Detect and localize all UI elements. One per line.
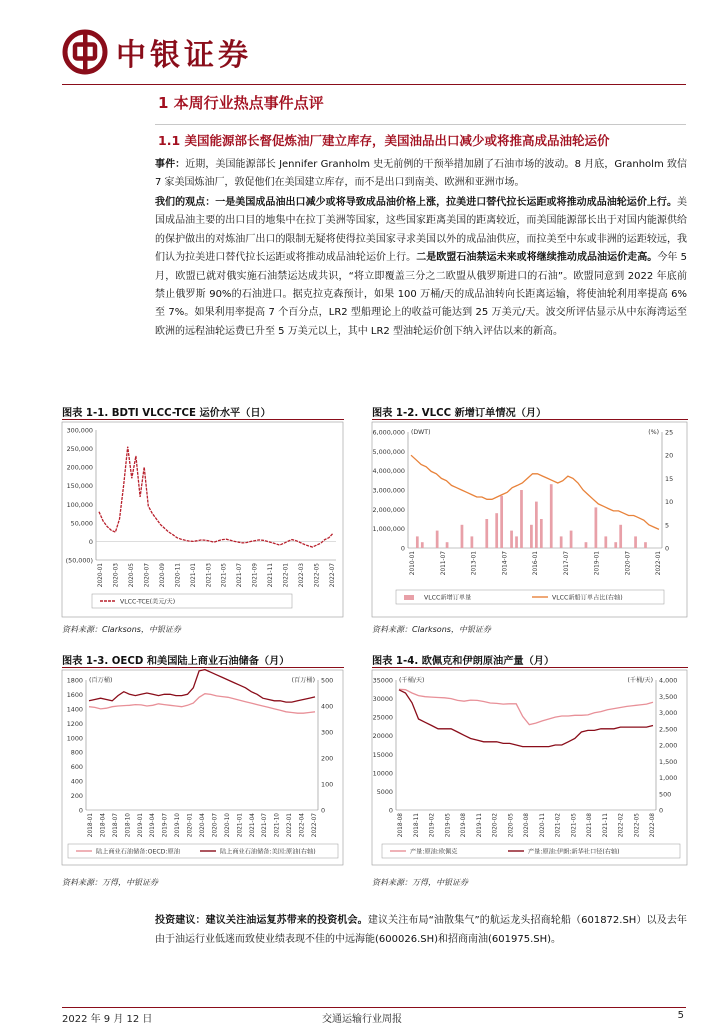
f2-xtick: 2022-01 (656, 551, 662, 576)
f3-xtick: 2021-10 (274, 813, 281, 838)
header-divider (62, 84, 686, 85)
f2-bar (530, 525, 533, 548)
footer-date: 2022 年 9 月 12 日 (62, 1014, 153, 1024)
f3-xtick: 2018-10 (125, 813, 132, 838)
f4-ytick: 25000 (372, 713, 393, 722)
view-text-1: 美国成品油主要的出口目的地集中在拉丁美洲等国家，这些国家距离美国的距离较近，而美国能源部长出于对国内能源供给的保护做出的对炼油厂出口的限制无疑将使得拉美国家寻求美国以外的成品油供应，而拉美至中东或非洲的运距较远，我们认为拉美进口替代拉长运距或将推动成品油轮运价上行。 (155, 197, 688, 264)
f3-xtick: 2018-07 (112, 813, 119, 838)
figure-1-3-title: 图表 1-3. OECD 和美国陆上商业石油储备（月） (62, 656, 290, 667)
f3-units-left: (百万桶) (89, 677, 113, 684)
f3-units-right: (百万桶) (291, 677, 315, 684)
figure-1-4-source: 资料来源：万得，中银证券 (372, 878, 468, 887)
f3-xtick: 2022-07 (312, 813, 318, 838)
f2-bar (570, 531, 573, 548)
view-label: 我们的观点： (155, 197, 216, 208)
f3-xtick: 2020-07 (212, 813, 219, 838)
f4-xtick: 2020-08 (524, 813, 530, 838)
f3-legend-label: 陆上商业石油储备:OECD:原油 (96, 848, 180, 856)
investment-point: 建议关注油运复苏带来的投资机会。 (205, 915, 368, 926)
f1-xtick: 2020-11 (175, 563, 182, 588)
f2-bar (560, 536, 563, 548)
subsection-divider (155, 124, 686, 125)
f4-xtick: 2022-05 (634, 813, 641, 838)
f4-legend-label: 产量:原油:欧佩克 (410, 848, 458, 856)
f3-xtick: 2019-07 (162, 813, 169, 838)
f3-ytick: 800 (70, 748, 83, 757)
f2-bar (471, 536, 474, 548)
f3-ytick: 1000 (66, 734, 83, 743)
f4-xtick: 2020-11 (539, 813, 546, 838)
f2-ytick-right: 0 (665, 544, 670, 553)
f4-xtick: 2018-08 (398, 813, 404, 838)
f2-bar (446, 542, 449, 548)
f2-bar (485, 519, 488, 548)
f2-xtick: 2016-01 (533, 551, 539, 576)
f1-ytick: 200,000 (66, 463, 93, 472)
f1-legend-label: VLCC-TCE(美元/天) (120, 598, 176, 606)
f2-bar (595, 507, 598, 548)
f3-series-line (89, 694, 315, 714)
f4-ytick: 20000 (372, 732, 393, 741)
f2-bar (495, 513, 498, 548)
f3-xtick: 2019-01 (137, 813, 144, 838)
f2-xtick: 2010-01 (410, 551, 416, 576)
figure-1-4-title: 图表 1-4. 欧佩克和伊朗原油产量（月） (372, 656, 555, 667)
f3-xtick: 2020-04 (200, 813, 206, 838)
f2-ytick: 0 (400, 544, 405, 553)
f2-ytick: 4,000,000 (372, 467, 405, 476)
f3-xtick: 2022-01 (287, 813, 294, 838)
f4-ytick-right: 3,000 (659, 709, 678, 717)
figure-1-2-chart (372, 422, 688, 618)
f4-xtick: 2022-02 (618, 813, 625, 838)
f2-bar (461, 525, 464, 548)
f4-xtick: 2020-02 (492, 813, 499, 838)
f3-ytick-right: 500 (321, 676, 334, 685)
f2-ytick: 3,000,000 (372, 486, 405, 495)
f1-xtick: 2022-01 (283, 563, 290, 588)
f4-legend-label: 产量:原油:伊朗:新华社口径(右轴) (528, 848, 620, 856)
f3-ytick-right: 300 (321, 728, 334, 737)
f1-ytick: 100,000 (66, 500, 93, 509)
figure-1-3-rule (62, 667, 344, 668)
f4-units-left: (千桶/天) (399, 677, 425, 684)
f1-series-line (99, 447, 333, 547)
f4-ytick-right: 0 (659, 806, 664, 815)
f3-xtick: 2021-01 (237, 813, 244, 838)
f1-ytick: 250,000 (66, 445, 93, 454)
f3-xtick: 2021-04 (249, 813, 256, 838)
f3-xtick: 2019-10 (175, 813, 182, 838)
f2-ytick-right: 15 (665, 474, 674, 483)
figure-1-1-rule (62, 419, 344, 420)
figure-1-1-chart (62, 422, 344, 618)
f2-ytick: 1,000,000 (372, 525, 405, 534)
investment-text: 建议关注布局“油散集气”的航运龙头招商轮船（601872.SH）以及去年由于油运行业低迷而致使业绩表现不佳的中远海能(600026.SH)和招商南油(601975.SH)。 (155, 915, 687, 945)
f2-xtick: 2013-01 (471, 551, 478, 576)
f4-xtick: 2020-05 (508, 813, 515, 838)
f2-xtick: 2011-07 (440, 551, 447, 576)
f4-xtick: 2021-11 (602, 813, 609, 838)
f1-ytick: 300,000 (66, 426, 93, 435)
f1-xtick: 2021-03 (206, 563, 213, 588)
f4-ytick: 35000 (372, 676, 393, 685)
view-text-2: 今年 5 月，欧盟已就对俄实施石油禁运达成共识，“将立即覆盖三分之二欧盟从俄罗斯进口的石油”。欧盟同意到 2022 年底前禁止俄罗斯 90%的石油进口。据克拉克森预计，如果 100 万桶/天的成品油转向长距离运输，将使油轮利用率提高 6%至 7%。如果利用率提高 7 个百分点，LR2 型船理论上的收益可能达到 25 万美元/天。波交所评估显示从中东海湾运至欧洲的远程油轮运费已升至 5 万美元以上，其中 LR2 型油轮运价创下纳入评估以来的新高。 (155, 252, 688, 337)
f3-ytick: 600 (70, 763, 83, 772)
f4-ytick: 30000 (372, 695, 393, 704)
figure-1-4-chart (372, 670, 688, 866)
f4-ytick-right: 2,000 (659, 741, 678, 750)
view-paragraph (155, 194, 687, 341)
f3-xtick: 2021-07 (262, 813, 269, 838)
f4-xtick: 2022-08 (650, 813, 656, 838)
f2-ytick-right: 25 (665, 428, 674, 437)
figure-1-1-source: 资料来源：Clarksons，中银证券 (62, 625, 181, 634)
event-text: 近期，美国能源部长 Jennifer Granholm 史无前例的干预举措加剧了石油市场的波动。8 月底，Granholm 致信 7 家美国炼油厂，敦促他们在美国建立库存，而不是出口到南美、欧洲和亚洲市场。 (155, 159, 688, 189)
f2-bar (585, 542, 588, 548)
f2-bar (421, 542, 424, 548)
figure-1-2-source: 资料来源：Clarksons，中银证券 (372, 625, 491, 634)
f4-xtick: 2018-11 (413, 813, 420, 838)
figure-1-3-chart (62, 670, 344, 866)
f1-xtick: 2022-03 (299, 563, 306, 588)
figure-1-2-title: 图表 1-2. VLCC 新增订单情况（月） (372, 408, 547, 419)
f4-ytick-right: 500 (659, 790, 672, 799)
f4-ytick-right: 2,500 (659, 725, 678, 734)
f2-ytick-right: 5 (665, 521, 670, 530)
f2-units-left: (DWT) (411, 429, 431, 436)
f1-xtick: 2020-07 (144, 563, 151, 588)
f4-ytick: 5000 (376, 787, 393, 796)
f4-xtick: 2019-05 (445, 813, 452, 838)
f2-bar (500, 496, 503, 548)
f4-xtick: 2019-11 (476, 813, 483, 838)
footer-divider (62, 1007, 686, 1008)
f2-bar (604, 536, 607, 548)
f2-ytick-right: 10 (665, 498, 674, 507)
f1-xtick: 2021-07 (237, 563, 244, 588)
f3-ytick: 1600 (66, 690, 83, 699)
event-paragraph (155, 156, 687, 193)
f1-ytick: 0 (88, 537, 93, 546)
investment-paragraph (155, 911, 687, 949)
f3-ytick-right: 200 (321, 754, 334, 763)
f1-ytick: 50,000 (70, 519, 93, 528)
f2-legend-label: VLCC新增订单量 (424, 594, 472, 602)
f2-bar (436, 531, 439, 548)
f4-xtick: 2021-02 (555, 813, 562, 838)
f4-ytick: 10000 (372, 769, 393, 778)
f1-xtick: 2020-03 (113, 563, 120, 588)
f2-ytick: 2,000,000 (372, 505, 405, 514)
f2-bar (634, 536, 637, 548)
f2-ytick-right: 20 (665, 451, 674, 460)
f3-ytick: 200 (70, 792, 83, 801)
f4-xtick: 2021-08 (587, 813, 593, 838)
f3-xtick: 2018-04 (100, 813, 107, 838)
bank-of-china-logo-icon (62, 29, 108, 75)
footer-report-name: 交通运输行业周报 (322, 1014, 402, 1024)
f2-frame (372, 422, 687, 617)
f4-series-line (399, 690, 653, 747)
f3-ytick: 1200 (66, 719, 83, 728)
f2-bar (515, 536, 518, 548)
f2-legend-label: VLCC新船订单占比(右轴) (552, 594, 623, 602)
f1-ytick: (50,000) (65, 556, 93, 565)
f2-bar (416, 536, 419, 548)
f3-ytick: 0 (78, 806, 83, 815)
f2-xtick: 2020-07 (625, 551, 632, 576)
f2-xtick: 2017-07 (563, 551, 570, 576)
investment-label: 投资建议： (155, 915, 206, 926)
f1-xtick: 2020-09 (159, 563, 166, 588)
f3-ytick-right: 400 (321, 702, 334, 711)
figure-1-2-rule (372, 419, 688, 420)
f1-xtick: 2021-11 (268, 563, 275, 588)
event-label: 事件： (155, 159, 186, 170)
f1-xtick: 2021-09 (252, 563, 259, 588)
f4-xtick: 2021-05 (571, 813, 578, 838)
f2-ytick: 6,000,000 (372, 428, 405, 437)
f1-xtick: 2021-01 (190, 563, 197, 588)
f3-ytick: 400 (70, 777, 83, 786)
f1-xtick: 2022-07 (330, 563, 336, 588)
f4-xtick: 2019-08 (461, 813, 467, 838)
f1-xtick: 2022-05 (314, 563, 321, 588)
f2-bar (619, 525, 622, 548)
view-point-2: 二是欧盟石油禁运未来或将继续推动成品油运价走高。 (416, 252, 658, 264)
f2-legend-swatch (404, 595, 414, 600)
f1-xtick: 2021-05 (221, 563, 228, 588)
f2-xtick: 2019-01 (594, 551, 601, 576)
page-number: 5 (677, 1010, 684, 1021)
f2-bar (510, 531, 513, 548)
f3-ytick: 1800 (66, 676, 83, 685)
f4-ytick: 15000 (372, 750, 393, 759)
f4-ytick-right: 4,000 (659, 676, 678, 685)
f4-ytick: 0 (388, 806, 393, 815)
f4-xtick: 2019-02 (429, 813, 436, 838)
f2-bar (520, 490, 523, 548)
f4-ytick-right: 1,000 (659, 774, 678, 782)
view-point-1: 一是美国成品油出口减少或将导致成品油价格上涨，拉美进口替代拉长运距或将推动成品油轮运价上行。 (215, 197, 678, 208)
f2-units-right: (%) (648, 429, 659, 436)
f4-ytick-right: 1,500 (659, 757, 678, 766)
f3-legend-label: 陆上商业石油储备:美国:原油(右轴) (220, 848, 316, 856)
f3-xtick: 2018-01 (88, 813, 94, 838)
f3-xtick: 2020-10 (224, 813, 231, 838)
f3-ytick-right: 0 (321, 806, 326, 815)
f3-xtick: 2019-04 (150, 813, 157, 838)
brand-name: 中银证券 (116, 38, 252, 73)
section-title: 1 本周行业热点事件点评 (158, 94, 324, 112)
f2-ytick: 5,000,000 (372, 447, 405, 456)
f2-bar (644, 542, 647, 548)
subsection-title: 1.1 美国能源部长督促炼油厂建立库存，美国油品出口减少或将推高成品油轮运价 (158, 133, 610, 148)
f2-bar (540, 519, 543, 548)
f2-bar (550, 484, 553, 548)
f4-series-line (399, 689, 653, 724)
f1-xtick: 2020-01 (98, 563, 104, 588)
f4-units-right: (千桶/天) (627, 677, 653, 684)
f2-bar (535, 502, 538, 548)
figure-1-1-title: 图表 1-1. BDTI VLCC-TCE 运价水平（日） (62, 408, 271, 419)
brand-logo (62, 26, 252, 78)
f3-ytick: 1400 (66, 705, 83, 714)
figure-1-3-source: 资料来源：万得，中银证券 (62, 878, 158, 887)
figure-1-4-rule (372, 667, 688, 668)
f2-bar (614, 542, 617, 548)
f3-series-line (89, 670, 315, 703)
f3-xtick: 2022-04 (299, 813, 306, 838)
f1-xtick: 2020-05 (128, 563, 135, 588)
f3-xtick: 2020-01 (187, 813, 194, 838)
f4-ytick-right: 3,500 (659, 692, 678, 701)
f3-ytick-right: 100 (321, 780, 334, 789)
f2-xtick: 2014-07 (502, 551, 509, 576)
f1-ytick: 150,000 (66, 482, 93, 491)
